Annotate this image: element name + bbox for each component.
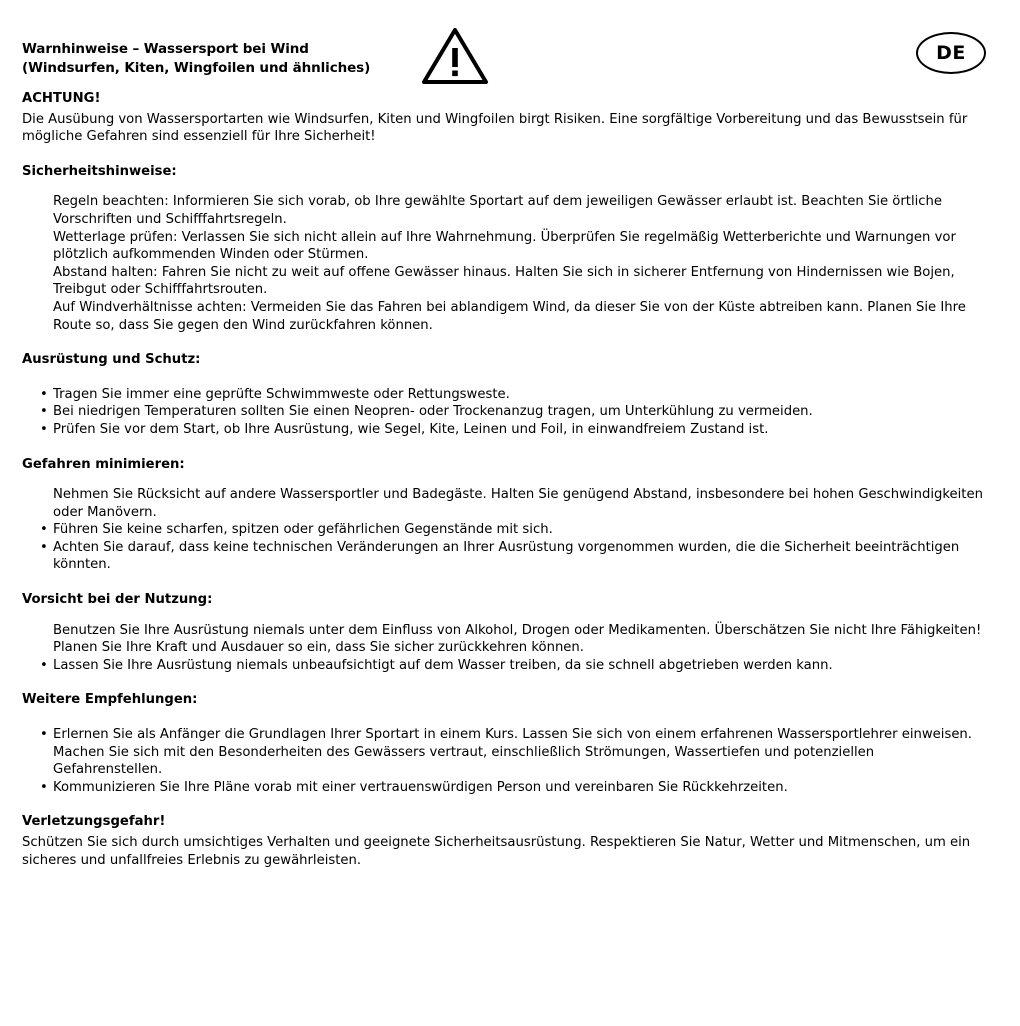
attention-paragraph: Die Ausübung von Wassersportarten wie Windsurfen, Kiten und Wingfoilen birgt Risiken. Eine sorgfältige Vorbereitung und das Bewusstsein für mögliche Gefahren sind essenziell für Ihre Sicherheit! xyxy=(22,111,968,145)
list-item: Benutzen Sie Ihre Ausrüstung niemals unter dem Einfluss von Alkohol, Drogen oder Medikamenten. Überschätzen Sie nicht Ihre Fähigkeiten! Planen Sie Ihre Kraft und Ausdauer so ein, dass Sie sicher zurückkehren können. xyxy=(53,622,982,656)
section-list xyxy=(22,622,986,675)
warning-triangle-icon xyxy=(420,24,490,86)
list-item: • Bei niedrigen Temperaturen sollten Sie einen Neopren- oder Trockenanzug tragen, um Unterkühlung zu vermeiden. xyxy=(40,403,986,421)
section-heading: Sicherheitshinweise: xyxy=(22,163,177,179)
list-item: Abstand halten: Fahren Sie nicht zu weit auf offene Gewässer hinaus. Halten Sie sich in sicherer Entfernung von Hindernissen wie Bojen, Treibgut oder Schifffahrtsrouten. xyxy=(53,264,955,298)
list-item: • Lassen Sie Ihre Ausrüstung niemals unbeaufsichtigt auf dem Wasser treiben, da sie schnell abgetrieben werden kann. xyxy=(40,657,986,675)
section-heading: Weitere Empfehlungen: xyxy=(22,692,198,708)
list-item: Auf Windverhältnisse achten: Vermeiden Sie das Fahren bei ablandigem Wind, da dieser Sie von der Küste abtreiben kann. Planen Sie Ihre Route so, dass Sie gegen den Wind zurückfahren können. xyxy=(53,299,966,333)
section-vorsicht-bei-der-nutzung xyxy=(22,591,986,674)
document-body xyxy=(22,90,986,869)
attention-section xyxy=(22,90,986,146)
page-title-line-1: Warnhinweise – Wassersport bei Wind xyxy=(22,41,309,57)
section-heading: Gefahren minimieren: xyxy=(22,456,185,472)
footer-paragraph: Schützen Sie sich durch umsichtiges Verhalten und geeignete Sicherheitsausrüstung. Respektieren Sie Natur, Wetter und Mitmenschen, um ein sicheres und unfallfreies Erlebnis zu gewährleisten. xyxy=(22,835,971,868)
section-weitere-empfehlungen xyxy=(22,691,986,796)
list-item: • Prüfen Sie vor dem Start, ob Ihre Ausrüstung, wie Segel, Kite, Leinen und Foil, in einwandfreiem Zustand ist. xyxy=(40,421,986,439)
section-list xyxy=(22,486,986,574)
list-item: • Kommunizieren Sie Ihre Pläne vorab mit einer vertrauenswürdigen Person und vereinbaren Sie Rückkehrzeiten. xyxy=(40,779,986,797)
list-item: Wetterlage prüfen: Verlassen Sie sich nicht allein auf Ihre Wahrnehmung. Überprüfen Sie regelmäßig Wetterberichte und Warnungen vor plötzlich aufkommenden Winden oder Stürmen. xyxy=(53,229,956,263)
attention-heading: ACHTUNG! xyxy=(22,91,101,106)
list-item: Nehmen Sie Rücksicht auf andere Wassersportler und Badegäste. Halten Sie genügend Abstand, insbesondere bei hohen Geschwindigkeiten oder Manövern. xyxy=(53,487,983,520)
footer-heading: Verletzungsgefahr! xyxy=(22,814,166,830)
section-heading: Ausrüstung und Schutz: xyxy=(22,352,201,368)
list-item: • Führen Sie keine scharfen, spitzen oder gefährlichen Gegenstände mit sich. xyxy=(40,521,986,539)
section-heading: Vorsicht bei der Nutzung: xyxy=(22,592,213,608)
document-header xyxy=(22,36,986,90)
section-verletzungsgefahr xyxy=(22,813,986,869)
language-badge: DE xyxy=(916,32,986,74)
list-item: • Erlernen Sie als Anfänger die Grundlagen Ihrer Sportart in einem Kurs. Lassen Sie sich von einem erfahrenen Wassersportlehrer einweisen. xyxy=(40,726,986,744)
section-ausruestung-und-schutz xyxy=(22,351,986,438)
page-title-line-2: (Windsurfen, Kiten, Wingfoilen und ähnliches) xyxy=(22,60,371,76)
section-sicherheitshinweise xyxy=(22,163,986,334)
section-gefahren-minimieren xyxy=(22,456,986,575)
list-item: • Achten Sie darauf, dass keine technischen Veränderungen an Ihrer Ausrüstung vorgenommen wurden, die die Sicherheit beeinträchtigen könnten. xyxy=(40,539,986,574)
list-item: Regeln beachten: Informieren Sie sich vorab, ob Ihre gewählte Sportart auf dem jeweiligen Gewässer erlaubt ist. Beachten Sie örtliche Vorschriften und Schifffahrtsregeln. xyxy=(53,194,943,227)
list-item: • Tragen Sie immer eine geprüfte Schwimmweste oder Rettungsweste. xyxy=(40,386,986,404)
section-list xyxy=(22,386,986,439)
list-item: Machen Sie sich mit den Besonderheiten des Gewässers vertraut, einschließlich Strömungen, Wassertiefen und potenziellen Gefahrenstellen. xyxy=(53,744,875,778)
page-title xyxy=(22,40,370,78)
section-list xyxy=(22,726,986,796)
section-list xyxy=(22,193,986,334)
